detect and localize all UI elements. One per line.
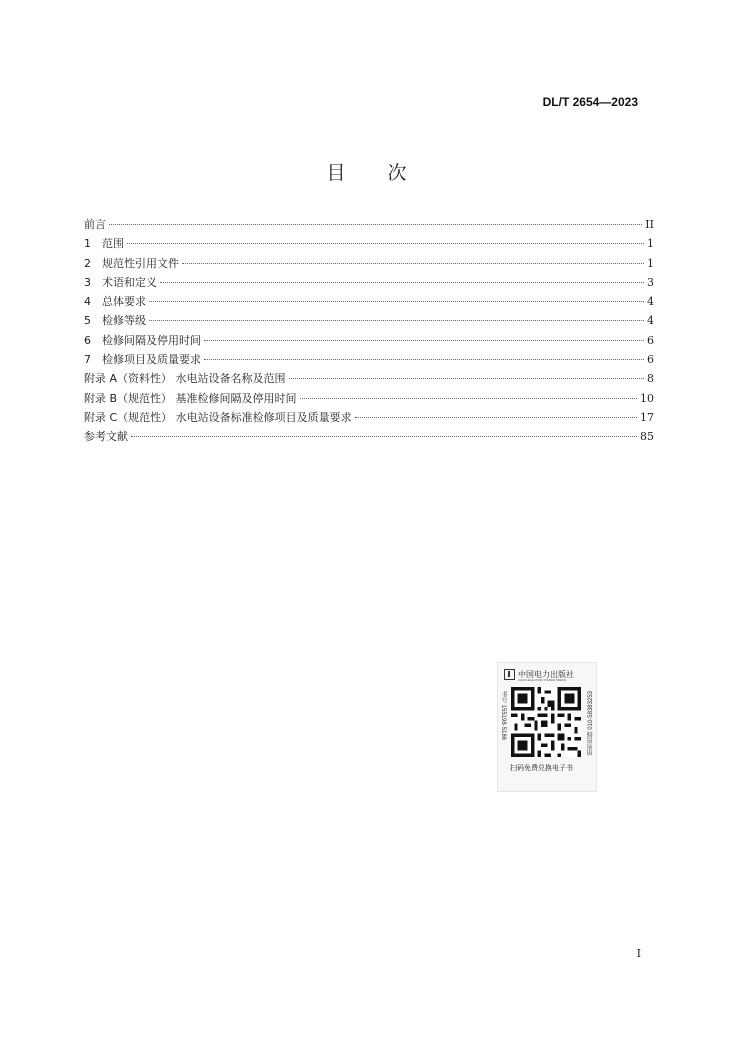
toc-label: 检修等级 — [102, 314, 146, 328]
toc-label: 规范性引用文件 — [102, 256, 179, 270]
toc-label: 术语和定义 — [102, 275, 157, 289]
sales-hotline: 销售热线 010-58383253 — [588, 691, 594, 756]
toc-label: 附录 A（资料性） 水电站设备名称及范围 — [84, 372, 286, 386]
toc-leader — [355, 417, 637, 418]
toc-leader — [300, 398, 637, 399]
toc-page: 1 — [647, 256, 654, 270]
title-char-2: 次 — [387, 162, 407, 184]
toc-page: 85 — [640, 430, 654, 444]
toc-page: 8 — [647, 372, 654, 386]
toc-entry[interactable] — [84, 235, 654, 254]
toc-leader — [182, 263, 644, 264]
toc-entry[interactable] — [84, 428, 654, 447]
toc-entry[interactable] — [84, 216, 654, 235]
toc-page: 3 — [647, 275, 654, 289]
table-of-contents — [84, 216, 654, 448]
toc-page: 6 — [647, 353, 654, 367]
qr-code-icon[interactable] — [511, 687, 581, 757]
isbn-text: 书号 155198·5186 — [500, 691, 506, 741]
toc-entry[interactable] — [84, 293, 654, 312]
toc-leader — [127, 243, 644, 244]
toc-label: 参考文献 — [84, 430, 128, 444]
page-title — [0, 158, 733, 185]
standard-number: DL/T 2654—2023 — [542, 95, 638, 109]
toc-entry[interactable] — [84, 390, 654, 409]
toc-label: 范围 — [102, 237, 124, 251]
qr-card — [497, 662, 597, 792]
qr-caption: 扫码免费兑换电子书 — [510, 764, 573, 772]
toc-number: 3 — [84, 275, 91, 289]
publisher-name: 中国电力出版社 — [518, 669, 574, 679]
toc-entry[interactable] — [84, 351, 654, 370]
toc-number: 7 — [84, 353, 91, 367]
toc-entry[interactable] — [84, 274, 654, 293]
toc-page: II — [645, 218, 654, 231]
toc-label: 前言 — [84, 218, 106, 231]
toc-leader — [131, 436, 637, 437]
toc-leader — [160, 282, 644, 283]
toc-entry[interactable] — [84, 409, 654, 428]
toc-number: 5 — [84, 314, 91, 328]
toc-entry[interactable] — [84, 370, 654, 389]
page-number: I — [636, 947, 641, 960]
toc-number: 2 — [84, 256, 91, 270]
toc-page: 4 — [647, 295, 654, 309]
toc-leader — [204, 359, 644, 360]
toc-entry[interactable] — [84, 255, 654, 274]
toc-label: 附录 C（规范性） 水电站设备标准检修项目及质量要求 — [84, 410, 352, 424]
toc-entry[interactable] — [84, 312, 654, 331]
toc-label: 总体要求 — [102, 295, 146, 309]
title-char-1: 目 — [326, 162, 346, 184]
toc-number: 4 — [84, 295, 91, 309]
toc-entry[interactable] — [84, 332, 654, 351]
toc-leader — [149, 320, 644, 321]
toc-leader — [149, 301, 644, 302]
toc-page: 4 — [647, 314, 654, 328]
publisher-name-en: CHINA ELECTRIC POWER PRESS — [518, 678, 567, 682]
toc-page: 10 — [640, 391, 654, 405]
toc-page: 6 — [647, 333, 654, 347]
toc-leader — [204, 340, 644, 341]
toc-label: 附录 B（规范性） 基准检修间隔及停用时间 — [84, 391, 297, 405]
toc-leader — [109, 224, 642, 225]
toc-leader — [289, 378, 644, 379]
toc-number: 1 — [84, 237, 91, 251]
toc-label: 检修项目及质量要求 — [102, 353, 201, 367]
toc-number: 6 — [84, 333, 91, 347]
publisher-logo-icon — [504, 669, 515, 680]
toc-page: 1 — [647, 237, 654, 251]
toc-page: 17 — [640, 410, 654, 424]
toc-label: 检修间隔及停用时间 — [102, 333, 201, 347]
